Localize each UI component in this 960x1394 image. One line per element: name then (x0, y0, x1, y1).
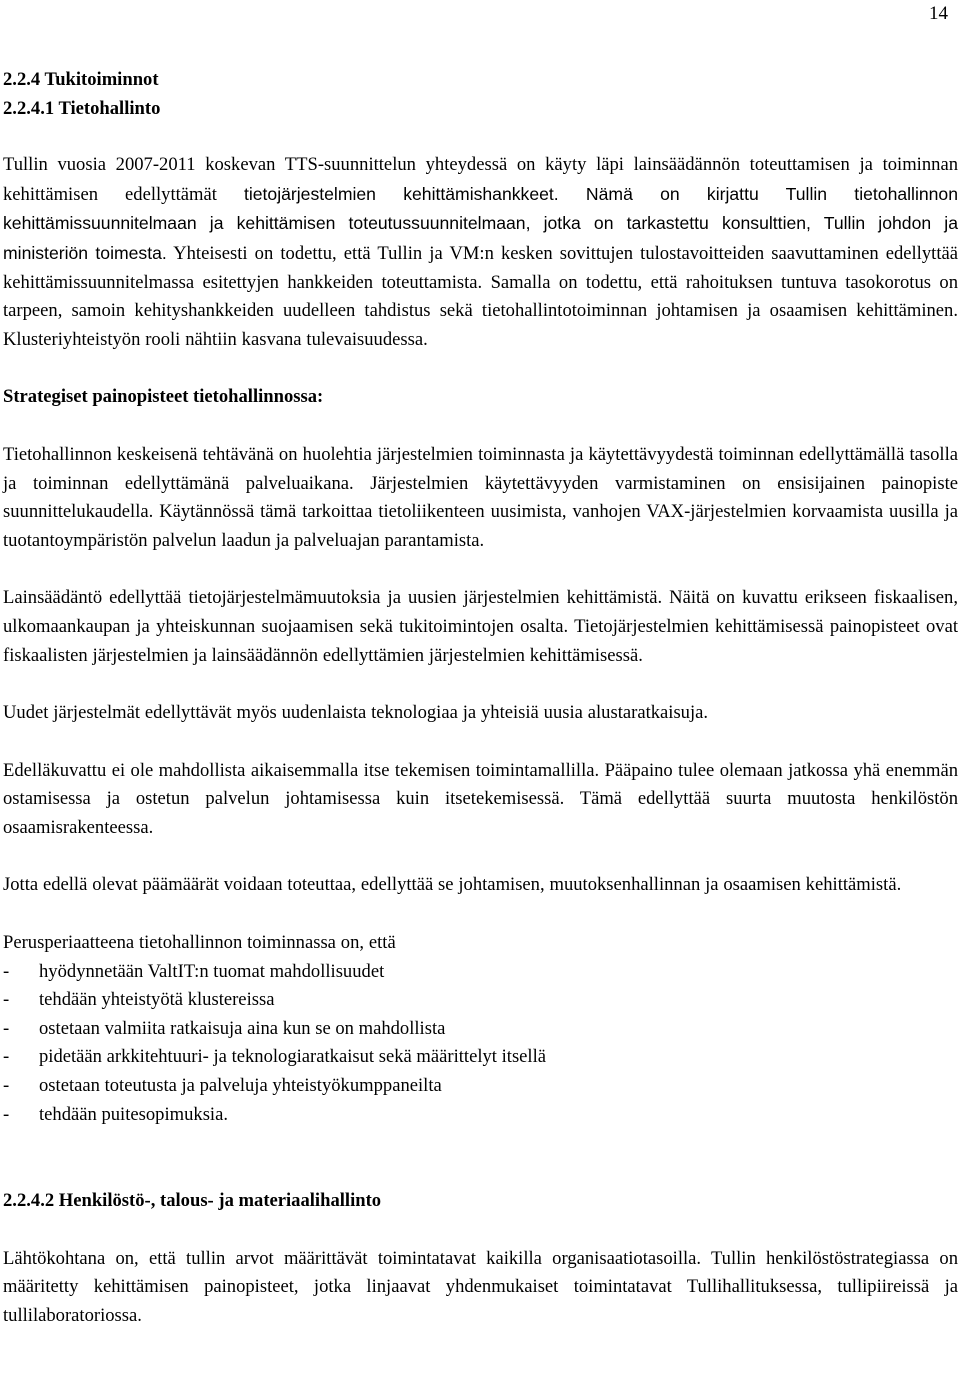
paragraph-closing: Lähtökohtana on, että tullin arvot määrittävät toimintatavat kaikilla organisaatiotasoilla. Tullin henkilöstöstrategiassa on määritetty kehittämisen painopisteet, jotka linjaavat yhdenmukaiset toimintatavat Tullihallituksessa, tullipiireissä ja tullilaboratoriossa. (3, 1247, 958, 1326)
paragraph-goals: Jotta edellä olevat päämäärät voidaan toteuttaa, edellyttää se johtamisen, muutoksenhallinnan ja osaamisen kehittämistä. (3, 874, 902, 896)
list-item (3, 958, 958, 987)
paragraph-legislation: Lainsäädäntö edellyttää tietojärjestelmämuutoksia ja uusien järjestelmien kehittämistä. Näitä on kuvattu erikseen fiskaalisen, ulkomaankaupan ja yhteiskunnan suojaamisen sekä tukitoimintojen osalta. Tietojärjestelmien kehittämisessä painopisteet ovat fiskaalisten järjestelmien ja lainsäädännön edellyttämien järjestelmien kehittämisessä. (3, 587, 958, 666)
section-heading-tietohallinto: 2.2.4.1 Tietohallinto (3, 97, 161, 119)
principles-intro: Perusperiaatteena tietohallinnon toiminnassa on, että (3, 932, 396, 954)
section-heading-henkilosto: 2.2.4.2 Henkilöstö-, talous- ja materiaalihallinto (3, 1190, 382, 1212)
list-item-text: ostetaan toteutusta ja palveluja yhteistyökumppaneilta (39, 1075, 442, 1097)
paragraph-new-systems: Uudet järjestelmät edellyttävät myös uudenlaista teknologiaa ja yhteisiä uusia alustaratkaisuja. (3, 702, 709, 724)
list-item (3, 1072, 958, 1101)
document-body (3, 66, 958, 1331)
dash-bullet: - (3, 1046, 10, 1068)
page-number: 14 (929, 3, 948, 24)
intro-text-serif-1: Tullin vuosia 2007-2011 koskevan TTS-suunnittelun yhteydessä on käyty läpi lainsäädännön toteuttamisen ja toiminnan kehittämisen edellyttämät (3, 154, 958, 205)
paragraph-operating-model: Edelläkuvattu ei ole mahdollista aikaisemmalla itse tekemisen toimintamallilla. Pääpaino tulee olemaan jatkossa yhä enemmän ostamisessa ja ostetun palvelun johtamisessa kuin itsetekemisessä. Tämä edellyttää suurta muutosta henkilöstön osaamisrakenteessa. (3, 759, 958, 838)
list-item-text: tehdään puitesopimuksia. (39, 1103, 228, 1125)
principles-list (3, 958, 958, 1130)
list-item (3, 1043, 958, 1072)
section-heading-tukitoiminnot: 2.2.4 Tukitoiminnot (3, 69, 159, 90)
list-item-text: pidetään arkkitehtuuri- ja teknologiaratkaisut sekä määrittelyt itsellä (39, 1046, 547, 1068)
paragraph-core-task: Tietohallinnon keskeisenä tehtävänä on huolehtia järjestelmien toiminnasta ja käytettävyydestä toiminnan edellyttämällä tasolla ja toiminnan edellyttämänä palveluaikana. Järjestelmien käytettävyyden varmistaminen on ensisijainen painopiste suunnittelukaudella. Käytännössä tämä tarkoittaa tietoliikenteen uusimista, vanhojen VAX-järjestelmien korvaamista uusilla ja tuotantoympäristön palvelun laadun ja palveluajan parantamista. (3, 443, 958, 551)
dash-bullet: - (3, 960, 10, 982)
intro-text-serif-2: Yhteisesti on todettu, että Tullin ja VM:n kesken sovittujen tulostavoitteiden saavuttaminen edellyttää kehittämissuunnitelmassa esitettyjen hankkeiden toteuttamista. Samalla on todettu, että rahoituksen tuntuva tasokorotus on tarpeen, samoin kehityshankkeiden uudelleen tahdistus sekä tietohallintotoiminnan johtamisen ja osaamisen kehittäminen. Klusteriyhteistyön rooli nähtiin kasvana tulevaisuudessa. (3, 242, 958, 350)
dash-bullet: - (3, 989, 10, 1011)
intro-paragraph (3, 151, 958, 354)
dash-bullet: - (3, 1075, 10, 1097)
list-item-text: tehdään yhteistyötä klustereissa (39, 989, 275, 1011)
dash-bullet: - (3, 1103, 10, 1125)
list-item (3, 1101, 958, 1130)
list-item (3, 986, 958, 1015)
strategy-heading: Strategiset painopisteet tietohallinnossa: (3, 386, 324, 408)
list-item-text: ostetaan valmiita ratkaisuja aina kun se on mahdollista (39, 1017, 446, 1039)
dash-bullet: - (3, 1017, 10, 1039)
list-item (3, 1015, 958, 1044)
intro-text-sans: tietojärjestelmien kehittämishankkeet. Nämä on kirjattu Tullin tietohallinnon kehittämissuunnitelmaan ja kehittämisen toteutussuunnitelmaan, jotka on tarkastettu konsulttien, Tullin johdon ja ministeriön toimesta. (3, 183, 959, 263)
list-item-text: hyödynnetään ValtIT:n tuomat mahdollisuudet (39, 960, 385, 982)
